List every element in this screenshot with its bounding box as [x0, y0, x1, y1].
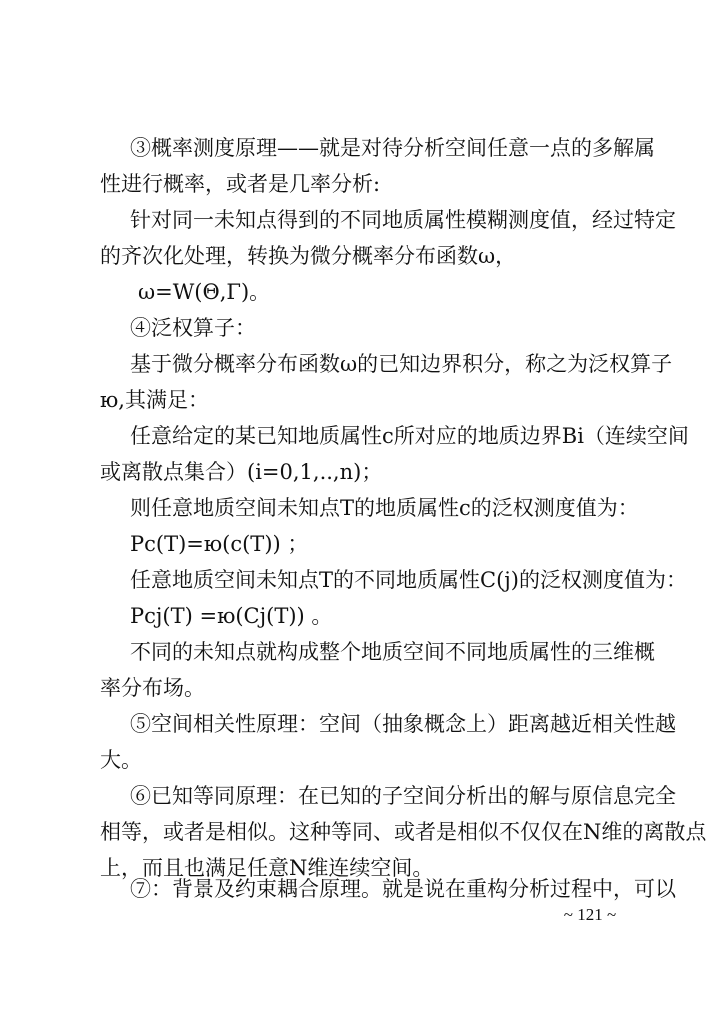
- para-11-line-1: 不同的未知点就构成整个地质空间不同地质属性的三维概: [130, 640, 655, 664]
- para-11-line-2: 率分布场。: [100, 676, 205, 700]
- para-13-line-3: 上，而且也满足任意N维连续空间。: [100, 856, 434, 880]
- para-12-line-1: ⑤空间相关性原理：空间（抽象概念上）距离越近相关性越: [130, 712, 676, 736]
- formula-pc: Pc(T)=ю(c(T)) ；: [130, 532, 309, 556]
- para-1-line-2: 性进行概率，或者是几率分析:: [100, 172, 381, 196]
- para-1-line-1: ③概率测度原理——就是对待分析空间任意一点的多解属: [130, 136, 655, 160]
- formula-omega: ω=W(Θ,Γ)。: [138, 280, 271, 304]
- para-13-line-2: 相等，或者是相似。这种等同、或者是相似不仅仅在N维的离散点: [100, 820, 707, 844]
- para-13-line-1: ⑥已知等同原理：在已知的子空间分析出的解与原信息完全: [130, 784, 676, 808]
- para-2-line-1: 针对同一未知点得到的不同地质属性模糊测度值，经过特定: [130, 208, 676, 232]
- para-7-line-1: 则任意地质空间未知点T的地质属性c的泛权测度值为：: [130, 496, 639, 520]
- para-6-line-2: 或离散点集合）(i=0,1,..,n)；: [100, 460, 383, 484]
- page-number: ~ 121 ~: [563, 905, 617, 924]
- para-12-line-2: 大。: [100, 748, 142, 772]
- formula-pcj: Pcj(T) =ю(Cj(T)) 。: [130, 604, 333, 628]
- para-6-line-1: 任意给定的某已知地质属性c所对应的地质边界Bi（连续空间: [130, 424, 689, 448]
- para-14-line-1: ⑦：背景及约束耦合原理。就是说在重构分析过程中，可以: [130, 877, 676, 901]
- section-4-heading: ④泛权算子：: [130, 316, 256, 340]
- para-9-line-1: 任意地质空间未知点T的不同地质属性C(j)的泛权测度值为：: [130, 568, 687, 592]
- para-5-line-1: 基于微分概率分布函数ω的已知边界积分，称之为泛权算子: [130, 352, 673, 376]
- para-2-line-2: 的齐次化处理，转换为微分概率分布函数ω，: [100, 244, 517, 268]
- para-5-line-2: ю,其满足：: [100, 388, 209, 412]
